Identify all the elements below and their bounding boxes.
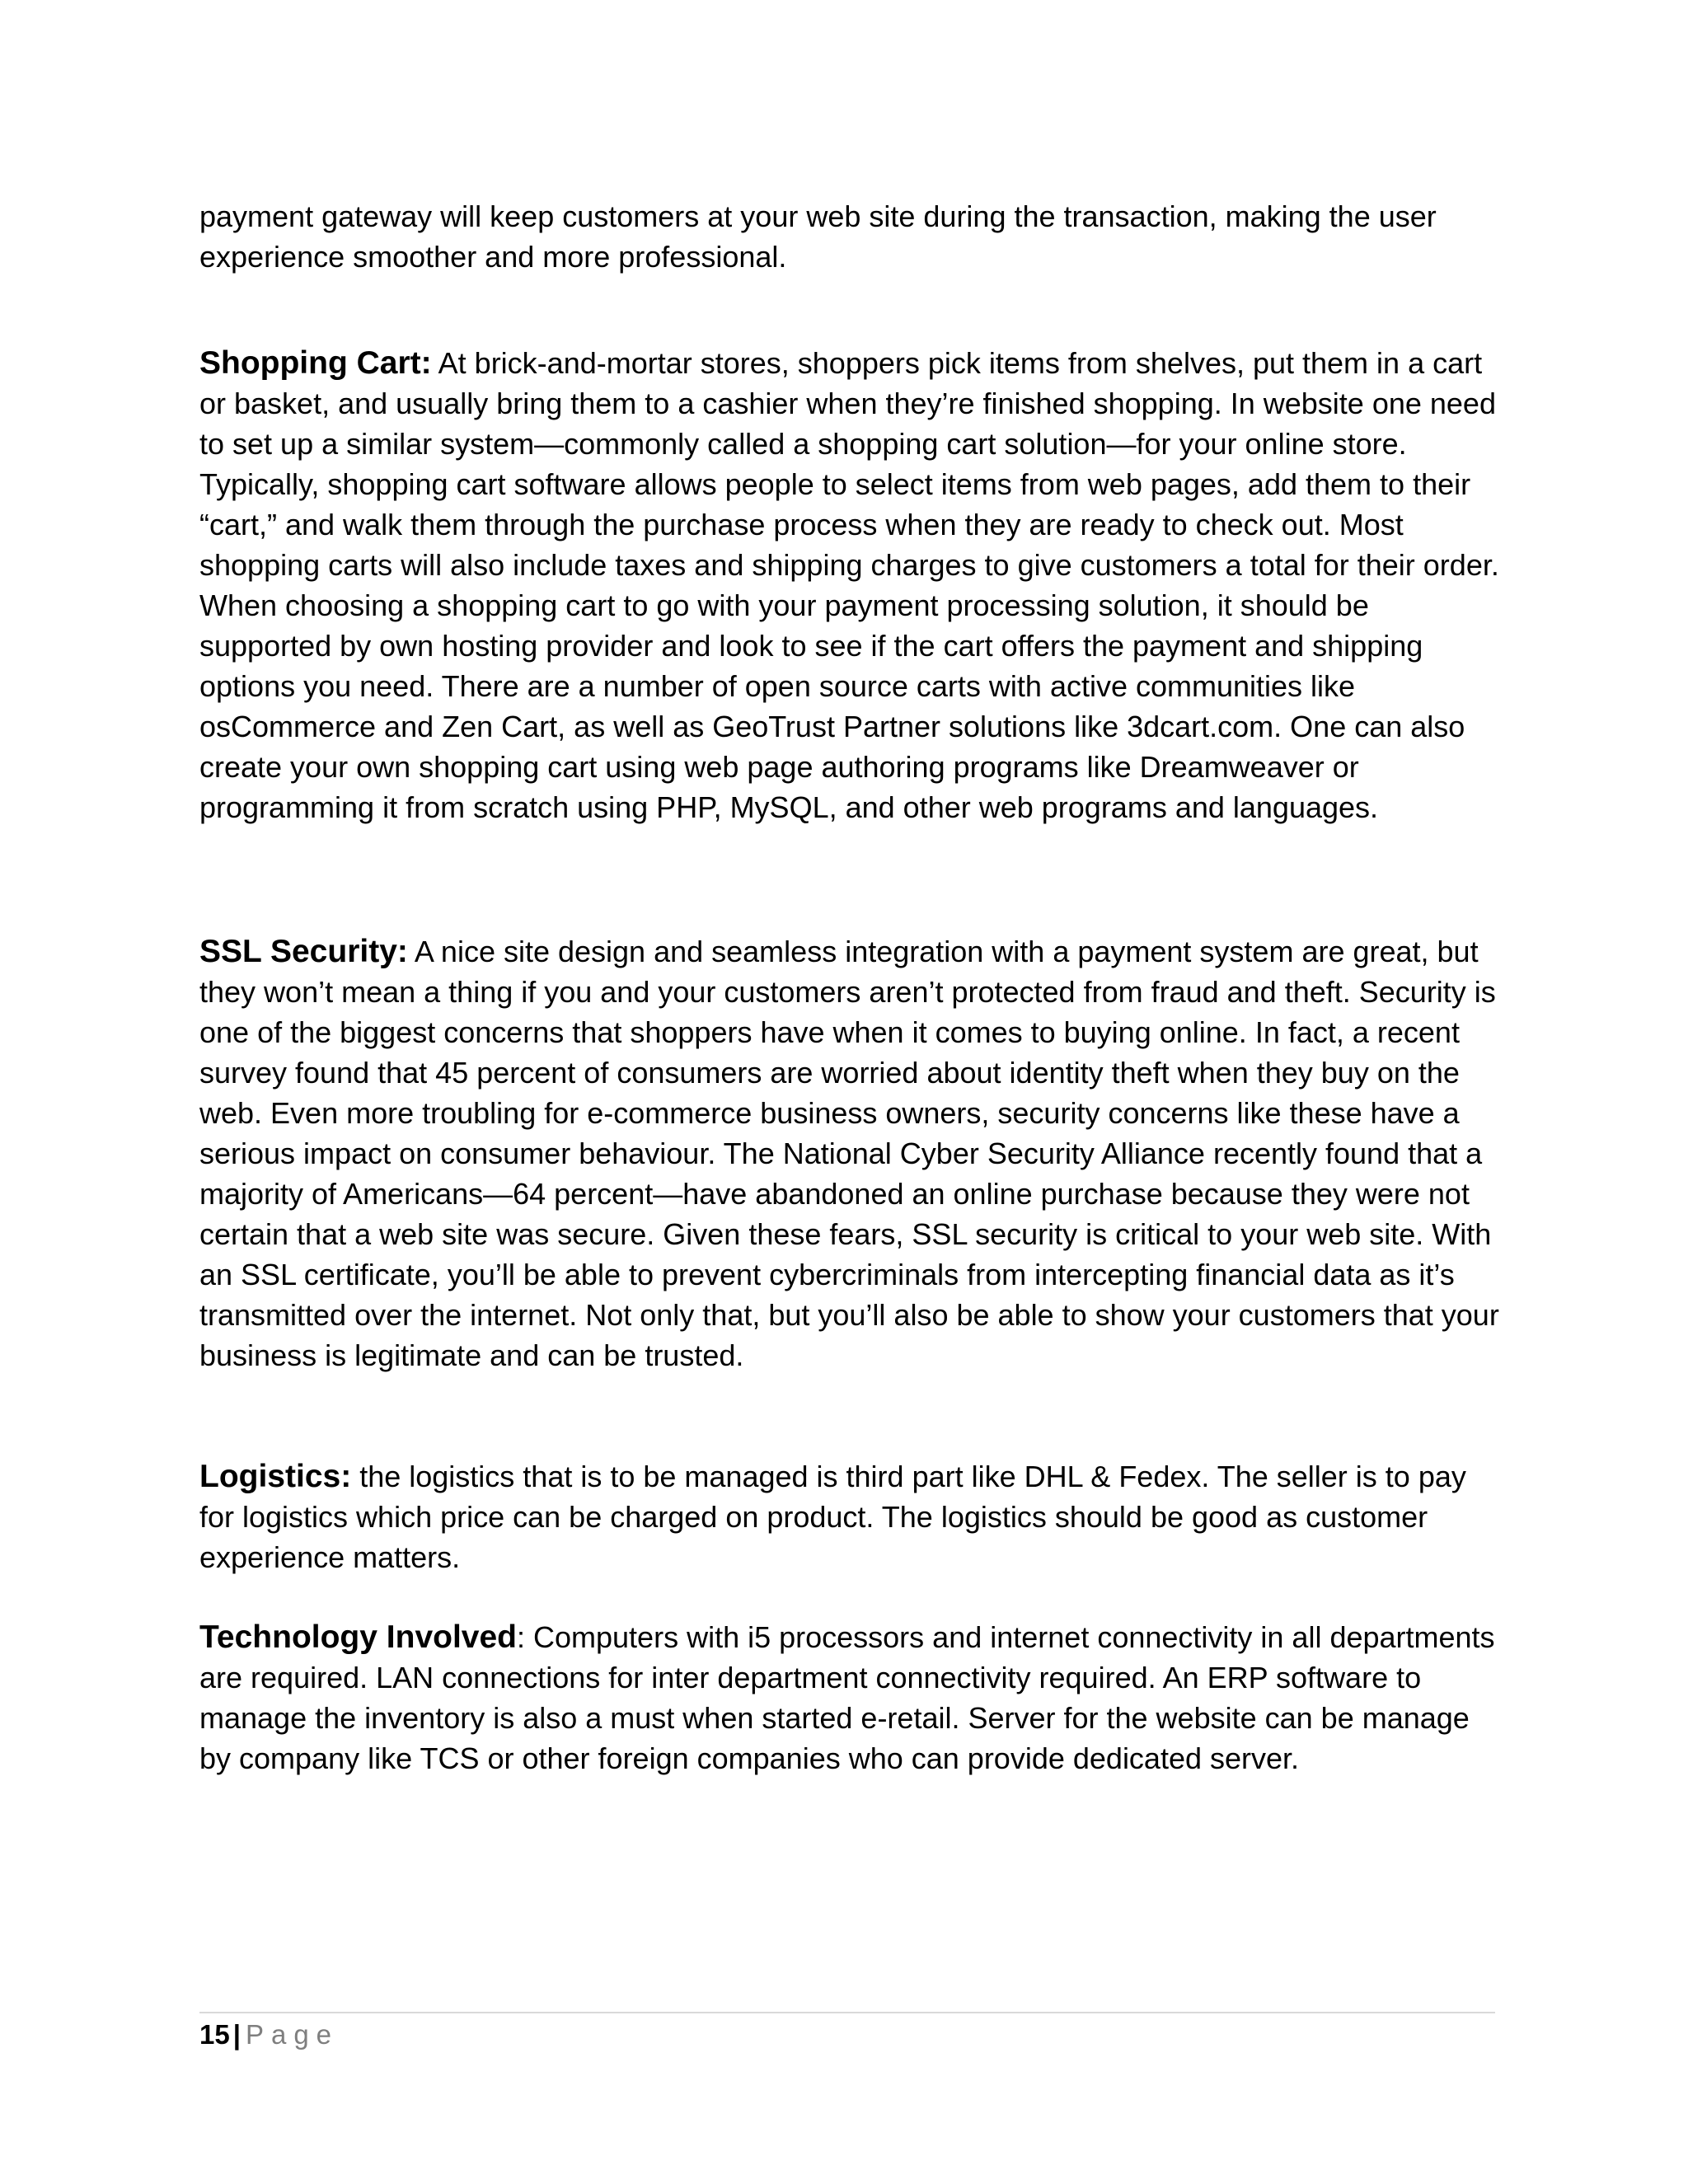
page-content (199, 196, 1502, 1779)
shopping-cart-paragraph-1: At brick-and-mortar stores, shoppers pick items from shelves, put them in a cart or basket, and usually bring them to a cashier when they’re finished shopping. In website one need to set up a similar system—commonly called a shopping cart solution—for your online store. Typically, shopping cart software allows people to select items from web pages, add them to their “cart,” and walk them through the purchase process when they are ready to check out. Most shopping carts will also include taxes and shipping charges to give customers a total for their order. (199, 346, 1499, 582)
page-label: Page (245, 2019, 340, 2050)
intro-paragraph: payment gateway will keep customers at your web site during the transaction, making the user experience smoother and more professional. (199, 199, 1437, 274)
ssl-security-paragraph: A nice site design and seamless integration with a payment system are great, but they won’t mean a thing if you and your customers aren’t protected from fraud and theft. Security is one of the biggest concerns that shoppers have when it comes to buying online. In fact, a recent survey found that 45 percent of consumers are worried about identity theft when they buy on the web. Even more troubling for e-commerce business owners, security concerns like these have a serious impact on consumer behaviour. The National Cyber Security Alliance recently found that a majority of Americans—64 percent—have abandoned an online purchase because they were not certain that a web site was secure. Given these fears, SSL security is critical to your web site. With an SSL certificate, you’ll be able to prevent cybercriminals from intercepting financial data as it’s transmitted over the internet. Not only that, but you’ll also be able to show your customers that your business is legitimate and can be trusted. (199, 935, 1499, 1372)
shopping-cart-paragraph-2: When choosing a shopping cart to go with your payment processing solution, it should be supported by own hosting provider and look to see if the cart offers the payment and shipping options you need. There are a number of open source carts with active communities like osCommerce and Zen Cart, as well as GeoTrust Partner solutions like 3dcart.com. One can also create your own shopping cart using web page authoring programs like Dreamweaver or programming it from scratch using PHP, MySQL, and other web programs and languages. (199, 588, 1465, 824)
footer-divider (199, 2012, 1495, 2013)
technology-involved-section (199, 1617, 1502, 1779)
logistics-paragraph: the logistics that is to be managed is third part like DHL & Fedex. The seller is to pay for logistics which price can be charged on product. The logistics should be good as customer experience matters. (199, 1460, 1466, 1574)
section-heading-ssl-security: SSL Security: (199, 934, 408, 969)
section-heading-shopping-cart: Shopping Cart: (199, 345, 432, 381)
logistics-section (199, 1456, 1502, 1577)
section-heading-technology-involved: Technology Involved (199, 1619, 517, 1655)
section-heading-logistics: Logistics: (199, 1459, 352, 1494)
page-number: 15 (199, 2019, 230, 2050)
ssl-security-section (199, 931, 1502, 1376)
shopping-cart-section (199, 343, 1502, 585)
technology-involved-paragraph: : Computers with i5 processors and internet connectivity in all departments are required. LAN connections for inter department connectivity required. An ERP software to manage the inventory is also a must when started e-retail. Server for the website can be manage by company like TCS or other foreign companies who can provide dedicated server. (199, 1620, 1495, 1775)
page-footer (199, 2014, 339, 2055)
footer-separator: | (232, 2019, 241, 2050)
